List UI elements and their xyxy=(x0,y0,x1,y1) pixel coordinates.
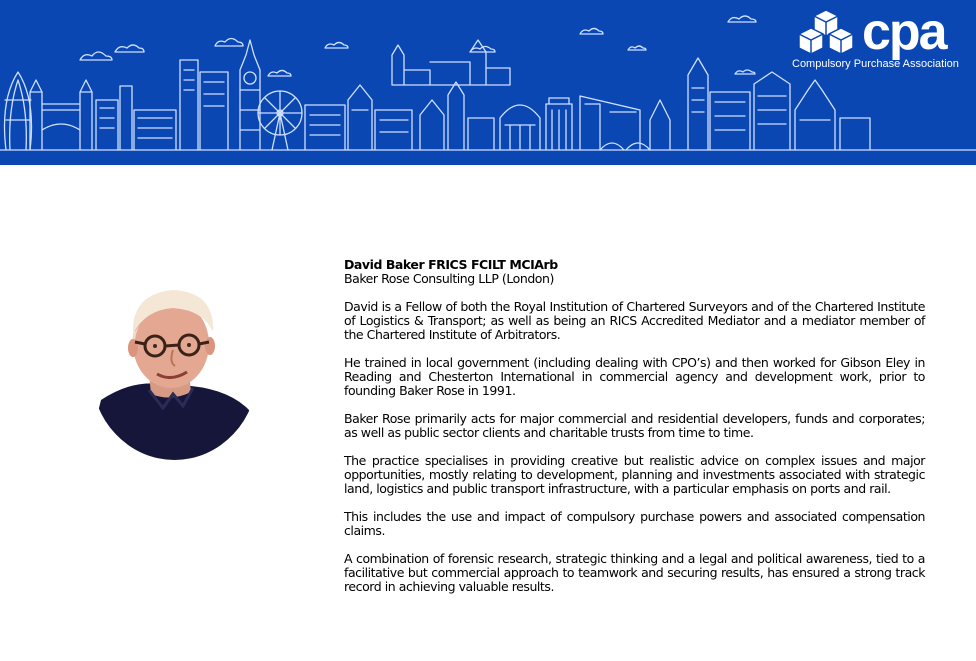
person-name: David Baker FRICS FCILT MCIArb xyxy=(344,257,558,272)
bio-paragraph: This includes the use and impact of compulsory purchase powers and associated compensation claims. xyxy=(344,509,925,538)
logo-wordmark: cpa xyxy=(862,3,946,61)
bio-paragraph: The practice specialises in providing creative but realistic advice on complex issues and major opportunities, mostly relating to development, planning and investments associated with strategic land, logistics and public transport infrastructure, with a particular emphasis on ports and rail. xyxy=(344,453,925,496)
header-banner xyxy=(0,0,976,165)
portrait-photo xyxy=(91,282,258,460)
bio-paragraph: He trained in local government (including dealing with CPO’s) and then worked for Gibson Eley in Reading and Chesterton International in commercial agency and development work, prior to founding Baker Rose in 1991. xyxy=(344,355,925,398)
logo-subtitle: Compulsory Purchase Association xyxy=(792,58,959,70)
profile-text xyxy=(344,258,925,608)
bio-paragraph: A combination of forensic research, strategic thinking and a legal and political awareness, tied to a facilitative but commercial approach to teamwork and securing results, has ensured a strong track record in achieving valuable results. xyxy=(344,551,925,594)
organisation: Baker Rose Consulting LLP (London) xyxy=(344,271,554,286)
bio-paragraph: Baker Rose primarily acts for major commercial and residential developers, funds and corporates; as well as public sector clients and charitable trusts from time to time. xyxy=(344,411,925,440)
profile-photo xyxy=(91,282,258,460)
stacked-cubes-icon xyxy=(793,8,859,56)
bio-paragraph: David is a Fellow of both the Royal Institution of Chartered Surveyors and of the Chartered Institute of Logistics & Transport; as well as being an RICS Accredited Mediator and a mediator member of the Chartered Institute of Arbitrators. xyxy=(344,299,925,342)
cpa-logo[interactable] xyxy=(790,3,970,78)
